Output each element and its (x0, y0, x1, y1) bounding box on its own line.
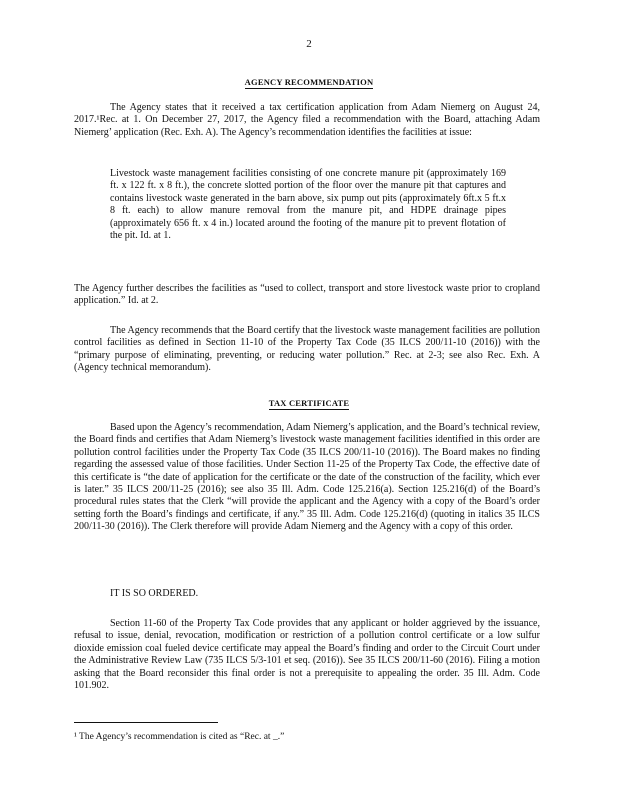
recommendation-heading (0, 76, 618, 88)
board-findings-paragraph: Based upon the Agency’s recommendation, Adam Niemerg’s application, and the Board’s technical review, the Board finds and certifies that Adam Niemerg’s livestock waste management facilities identified in this order are pollution control facilities under the Property Tax Code (35 ILCS 200/11-10 (2016)). The Board makes no finding regarding the assessed value of those facilities. Under Section 11-25 of the Property Tax Code, the effective date of this certificate is “the date of application for the certificate or the date of the construction of the facility, which ever is later.” 35 ILCS 200/11-25 (2016); see also 35 Ill. Adm. Code 125.216(a). Section 125.216(d) of the Board’s procedural rules states that the Clerk “will provide the applicant and the Agency with a copy of the Board’s order setting forth the Board’s findings and certificate, if any.” 35 Ill. Adm. Code 125.216(d) (quoting in italics 35 ILCS 200/11-30 (2016)). The Clerk therefore will provide Adam Niemerg and the Agency with a copy of this order. (74, 422, 540, 533)
so-ordered-line: IT IS SO ORDERED. (110, 588, 199, 599)
intro-paragraph: The Agency states that it received a tax certification application from Adam Niemerg on August 24, 2017.¹Rec. at 1. On December 27, 2017, the Agency filed a recommendation with the Board, attaching Adam Niemerg’ application (Rec. Exh. A). The Agency’s recommendation identifies the facilities at issue: (74, 102, 540, 138)
page-number: 2 (306, 38, 312, 50)
footnote-divider (74, 722, 218, 723)
agency-description-paragraph: The Agency further describes the facilities as “used to collect, transport and store livestock waste prior to cropland application.” Id. at 2. (74, 283, 540, 307)
certificate-heading (0, 397, 618, 409)
appeal-paragraph: Section 11-60 of the Property Tax Code provides that any applicant or holder aggrieved by the issuance, refusal to issue, denial, revocation, modification or restriction of a pollution control certificate or a low sulfur dioxide emission coal fueled device certificate may appeal the Board’s finding and order to the Circuit Court under the Administrative Review Law (735 ILCS 5/3-101 et seq. (2016)). See 35 ILCS 200/11-60 (2016). Filing a motion asking that the Board reconsider this final order is not a prerequisite to appealing the order. 35 Ill. Adm. Code 101.902. (74, 618, 540, 692)
agency-recommends-paragraph: The Agency recommends that the Board certify that the livestock waste management facilities are pollution control facilities as defined in Section 11-10 of the Property Tax Code (35 ILCS 200/11-10 (2016)) with the “primary purpose of eliminating, preventing, or reducing water pollution.” Rec. at 2-3; see also Rec. Exh. A (Agency technical memorandum). (74, 325, 540, 374)
recommendation-heading-text: AGENCY RECOMMENDATION (244, 77, 374, 87)
footnote: ¹ The Agency’s recommendation is cited as “Rec. at _.” (74, 732, 285, 742)
certificate-heading-text: TAX CERTIFICATE (268, 398, 350, 408)
facility-description-quote: Livestock waste management facilities consisting of one concrete manure pit (approximately 169 ft. x 122 ft. x 8 ft.), the concrete slotted portion of the floor over the manure pit that captures and contains livestock waste generated in the barn above, six pump out pits (approximately 6ft.x 5 ft.x 8 ft. each) to allow manure removal from the manure pit, and HDPE drainage pipes (approximately 656 ft. x 4 in.) located around the footing of the manure pit to prevent flotation of the pit. Id. at 1. (110, 168, 506, 242)
